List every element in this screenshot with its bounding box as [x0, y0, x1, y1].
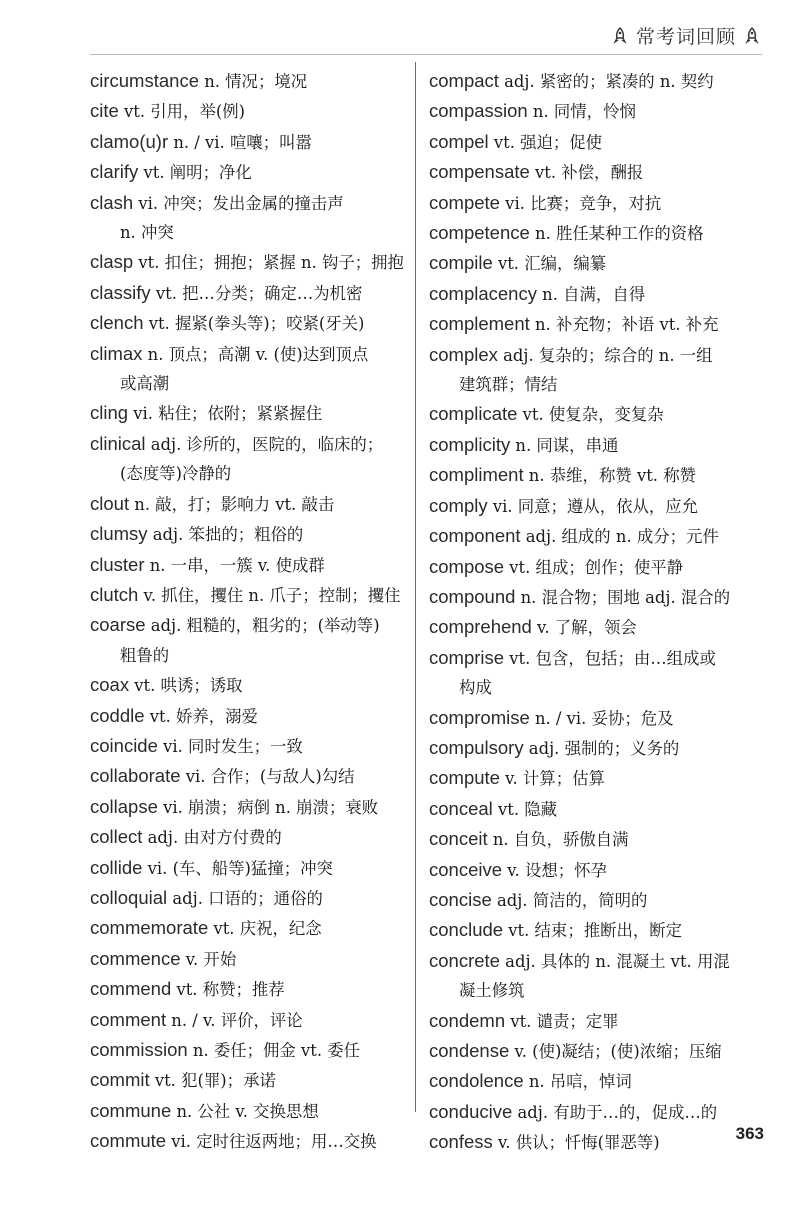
vocab-entry [90, 1005, 408, 1035]
headword: competence [429, 222, 530, 244]
headword: compute [429, 767, 500, 789]
headword: conducive [429, 1100, 513, 1122]
headword: compose [429, 555, 505, 577]
headword: complacency [429, 282, 537, 304]
definition: vi. (车、船等)猛撞；冲突 [142, 858, 333, 878]
definition: vt. 犯(罪)；承诺 [149, 1071, 276, 1091]
header-divider [90, 54, 762, 55]
definition-continued: (态度等)冷静的 [120, 464, 232, 484]
definition: n. 自负，骄傲自满 [487, 830, 629, 850]
definition: adj. 口语的；通俗的 [167, 888, 323, 908]
headword: commute [90, 1130, 167, 1152]
definition: v. 抓住，攫住 n. 爪子；控制；攫住 [138, 585, 401, 605]
definition: vt. 庆祝，纪念 [208, 919, 322, 939]
definition-continued: 构成 [459, 678, 492, 698]
vocab-entry [90, 731, 408, 761]
vocab-entry [90, 761, 408, 791]
vocab-entry [429, 794, 759, 824]
vocab-entry [90, 429, 408, 489]
vocab-entry [90, 610, 408, 670]
vocab-entry [429, 399, 759, 429]
definition: n. 吊唁，悼词 [523, 1072, 632, 1092]
definition: vi. 崩溃；病倒 n. 崩溃；衰败 [157, 797, 379, 817]
definition: adj. 具体的 n. 混凝土 vt. 用混 [499, 951, 730, 971]
vocab-entry [429, 552, 759, 582]
headword: complement [429, 313, 530, 335]
definition: v. (使)凝结；(使)浓缩；压缩 [509, 1042, 722, 1061]
vocab-entry [429, 915, 759, 945]
vocab-entry [90, 489, 408, 519]
headword: conceive [429, 858, 503, 880]
vocab-entry [90, 96, 408, 126]
headword: compassion [429, 100, 528, 122]
definition: vt. 汇编，编纂 [492, 254, 607, 274]
headword: clasp [90, 251, 134, 273]
vocab-entry [429, 521, 759, 551]
headword: complicate [429, 403, 518, 425]
vocab-entry [429, 763, 759, 793]
vocab-entry [429, 127, 759, 157]
definition: n. 同谋，串通 [510, 435, 619, 455]
definition: vt. 强迫；促使 [488, 132, 603, 152]
definition: n. 补充物；补语 vt. 补充 [529, 315, 719, 335]
definition: n. / vi. 妥协；危及 [529, 708, 674, 728]
vocab-entry [429, 1006, 759, 1036]
page-header [610, 22, 762, 49]
definition: vt. 使复杂，变复杂 [517, 405, 664, 425]
vocab-entry [429, 824, 759, 854]
definition: vi. 粘住；依附；紧紧握住 [128, 404, 323, 424]
headword: cite [90, 100, 119, 122]
vocab-entry [90, 974, 408, 1004]
headword: concrete [429, 949, 500, 971]
vocab-entry [429, 66, 759, 96]
vocab-entry [429, 460, 759, 490]
headword: concise [429, 888, 492, 910]
definition: vt. 包含，包括；由…组成或 [504, 648, 716, 668]
headword: commemorate [90, 917, 209, 939]
vocab-entry [429, 1066, 759, 1096]
definition: n. 情况；境况 [198, 72, 308, 91]
vocab-entry [90, 1065, 408, 1095]
definition: vt. 组成；创作；使平静 [504, 557, 684, 577]
definition: adj. 紧密的；紧凑的 n. 契约 [498, 72, 714, 91]
right-column [429, 66, 759, 1158]
headword: comprise [429, 646, 505, 668]
definition: n. 自满，自得 [536, 284, 646, 304]
vocab-entry [429, 1097, 759, 1127]
definition-continued: 或高潮 [120, 374, 170, 394]
headword: commend [90, 978, 172, 1000]
vocab-entry [429, 582, 759, 612]
definition: adj. 有助于…的，促成…的 [512, 1102, 718, 1122]
headword: commit [90, 1069, 150, 1091]
page-number: 363 [735, 1124, 764, 1143]
headword: complex [429, 343, 498, 365]
headword: commence [90, 947, 181, 969]
vocab-entry [429, 491, 759, 521]
vocab-entry [90, 944, 408, 974]
vocab-entry [90, 157, 408, 187]
headword: complicity [429, 433, 511, 455]
headword: confess [429, 1131, 493, 1153]
left-column [90, 66, 408, 1157]
vocab-entry [90, 188, 408, 248]
vocab-entry [90, 278, 408, 308]
headword: comply [429, 494, 488, 516]
vocab-entry [429, 703, 759, 733]
headword: compliment [429, 464, 524, 486]
headword: compel [429, 130, 489, 152]
definition: v. 设想；怀孕 [502, 860, 607, 880]
headword: conclude [429, 919, 504, 941]
headword: clash [90, 191, 134, 213]
definition: vt. 补偿，酬报 [529, 163, 644, 183]
rocket-icon [610, 26, 630, 46]
vocab-entry [429, 430, 759, 460]
definition: n. / vi. 喧嚷；叫嚣 [168, 132, 312, 152]
vocab-entry [90, 853, 408, 883]
vocab-entry [429, 309, 759, 339]
definition: n. 一串，一簇 v. 使成群 [144, 555, 325, 575]
headword: clumsy [90, 523, 148, 545]
definition: n. 恭维，称赞 vt. 称赞 [523, 466, 696, 486]
vocab-entry [429, 1036, 759, 1066]
vocab-entry [90, 66, 408, 96]
definition: adj. 笨拙的；粗俗的 [147, 525, 304, 545]
definition: vt. 结束；推断出，断定 [503, 921, 683, 941]
headword: coax [90, 674, 130, 696]
definition: adj. 组成的 n. 成分；元件 [520, 527, 719, 547]
headword: coarse [90, 614, 146, 636]
definition: v. 了解，领会 [531, 618, 637, 638]
vocab-entry [90, 792, 408, 822]
definition: vt. 扣住；拥抱；紧握 n. 钩子；拥抱 [133, 253, 404, 273]
vocab-entry [429, 96, 759, 126]
headword: coincide [90, 734, 158, 756]
definition: adj. 粗糙的，粗劣的；(举动等) [145, 616, 380, 636]
headword: collaborate [90, 765, 181, 787]
headword: condolence [429, 1070, 524, 1092]
definition: vt. 谴责；定罪 [505, 1011, 619, 1031]
headword: cluster [90, 553, 145, 575]
definition-continued: 凝土修筑 [459, 981, 525, 1001]
definition: n. 顶点；高潮 v. (使)达到顶点 [142, 344, 369, 364]
vocab-entry [429, 1127, 759, 1157]
definition: n. / v. 评价，评论 [166, 1010, 303, 1030]
definition: n. 混合物；围地 adj. 混合的 [515, 587, 731, 607]
headword: clarify [90, 161, 139, 183]
headword: commission [90, 1039, 188, 1060]
definition: vt. 娇养，溺爱 [144, 706, 258, 726]
definition-continued: 粗鲁的 [120, 645, 170, 665]
headword: collide [90, 856, 143, 878]
definition-continued: 建筑群；情结 [459, 375, 558, 395]
vocab-entry [90, 339, 408, 399]
vocab-entry [90, 1096, 408, 1126]
vocab-entry [90, 308, 408, 338]
headword: compile [429, 252, 493, 274]
definition: vi. 同时发生；一致 [157, 736, 303, 756]
definition: vi. 合作；(与敌人)勾结 [180, 767, 355, 787]
vocab-entry [429, 733, 759, 763]
headword: comment [90, 1008, 167, 1030]
vocab-entry [429, 188, 759, 218]
header-title: 常考词回顾 [635, 26, 736, 48]
headword: collect [90, 826, 143, 848]
vocab-entry [429, 248, 759, 278]
vocab-entry [90, 670, 408, 700]
headword: compact [429, 70, 499, 91]
vocab-entry [90, 550, 408, 580]
vocab-entry [90, 822, 408, 852]
headword: condense [429, 1040, 510, 1061]
definition: n. 敲，打；影响力 vt. 敲击 [129, 494, 335, 514]
definition: adj. 复杂的；综合的 n. 一组 [497, 345, 713, 365]
vocab-entry [90, 883, 408, 913]
vocab-entry [429, 218, 759, 248]
headword: colloquial [90, 886, 168, 908]
headword: clout [90, 492, 130, 514]
vocab-entry [90, 1035, 408, 1065]
vocab-entry [429, 157, 759, 187]
definition: n. 公社 v. 交换思想 [171, 1101, 319, 1121]
vocab-entry [90, 519, 408, 549]
headword: condemn [429, 1009, 506, 1031]
headword: climax [90, 342, 143, 364]
headword: compound [429, 585, 516, 607]
definition: n. 委任；佣金 vt. 委任 [187, 1041, 361, 1060]
headword: compete [429, 191, 500, 213]
headword: comprehend [429, 616, 532, 638]
vocab-entry [90, 913, 408, 943]
vocab-entry [90, 580, 408, 610]
headword: component [429, 525, 521, 547]
headword: commune [90, 1099, 172, 1121]
definition: adj. 简洁的，简明的 [491, 890, 648, 910]
headword: coddle [90, 704, 145, 726]
headword: compensate [429, 161, 530, 183]
definition: vt. 引用，举(例) [118, 102, 246, 122]
vocab-entry [429, 279, 759, 309]
definition: v. 开始 [180, 949, 237, 969]
vocab-entry [429, 885, 759, 915]
definition: adj. 强制的；义务的 [523, 738, 680, 758]
headword: clinical [90, 432, 146, 454]
headword: clench [90, 312, 144, 334]
definition: vi. 冲突；发出金属的撞击声 [133, 193, 344, 213]
headword: conceal [429, 797, 493, 819]
definition: vi. 比赛；竞争，对抗 [499, 193, 662, 213]
vocab-entry [90, 1126, 408, 1156]
definition: v. 供认；忏悔(罪恶等) [492, 1133, 660, 1153]
vocab-entry [429, 855, 759, 885]
headword: collapse [90, 795, 158, 817]
vocab-entry [429, 612, 759, 642]
vocab-entry [429, 340, 759, 400]
definition: vt. 哄诱；诱取 [129, 676, 243, 696]
definition: vt. 把…分类；确定…为机密 [150, 283, 363, 303]
vocab-entry [90, 127, 408, 157]
rocket-icon [742, 26, 762, 46]
headword: compulsory [429, 736, 524, 758]
definition: adj. 由对方付费的 [142, 828, 282, 848]
definition: adj. 诊所的，医院的，临床的； [145, 434, 384, 454]
vocab-entry [429, 946, 759, 1006]
headword: circumstance [90, 70, 199, 91]
definition: vi. 同意；遵从，依从，应允 [487, 496, 699, 516]
definition: vt. 阐明；净化 [138, 163, 252, 183]
definition: n. 同情，怜悯 [527, 102, 636, 122]
vocab-entry [429, 643, 759, 703]
headword: clamo(u)r [90, 130, 169, 152]
vocab-entry [90, 247, 408, 277]
vocab-entry [90, 701, 408, 731]
definition: n. 胜任某种工作的资格 [529, 224, 704, 244]
headword: classify [90, 281, 151, 303]
definition-continued: n. 冲突 [120, 223, 174, 243]
definition: vi. 定时往返两地；用…交换 [166, 1132, 377, 1152]
definition: vt. 隐藏 [492, 799, 558, 819]
column-divider [415, 62, 416, 1112]
vocab-entry [90, 398, 408, 428]
headword: conceit [429, 828, 488, 850]
headword: cling [90, 402, 129, 424]
headword: clutch [90, 583, 139, 605]
definition: vt. 握紧(拳头等)；咬紧(牙关) [143, 314, 365, 334]
definition: v. 计算；估算 [499, 769, 605, 789]
definition: vt. 称赞；推荐 [171, 980, 285, 1000]
headword: compromise [429, 706, 530, 728]
